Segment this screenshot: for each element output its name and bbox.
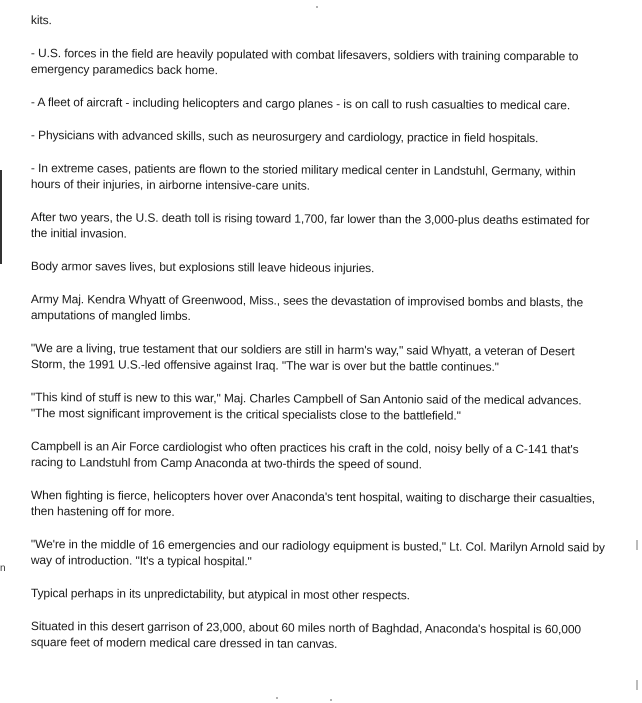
paragraph: - U.S. forces in the field are heavily populated with combat lifesavers, soldiers with training comparable to emergency paramedics back home. <box>30 45 579 78</box>
paragraph: Army Maj. Kendra Whyatt of Greenwood, Miss., sees the devastation of improvised bombs and blasts, the amputations of mangled limbs. <box>30 291 584 323</box>
paragraph: kits. <box>30 12 52 28</box>
scan-edge-tick <box>636 680 638 690</box>
paragraph: When fighting is fierce, helicopters hover over Anaconda's tent hospital, waiting to discharge their casualties, then hastening off for more. <box>30 487 596 519</box>
scan-speck <box>276 697 278 699</box>
scan-edge-tick <box>636 540 638 550</box>
paragraph: After two years, the U.S. death toll is rising toward 1,700, far lower than the 3,000-plus deaths estimated for the initial invasion. <box>30 209 590 241</box>
paragraph: - A fleet of aircraft - including helicopters and cargo planes - is on call to rush casualties to medical care. <box>30 94 571 113</box>
paragraph: "This kind of stuff is new to this war," Maj. Charles Campbell of San Antonio said of the medical advances. "The most significant improvement is the critical specialists close to the battlefield." <box>30 389 582 423</box>
paragraph: Campbell is an Air Force cardiologist who often practices his craft in the cold, noisy belly of a C-141 that's racing to Landstuhl from Camp Anaconda at two-thirds the speed of sound. <box>30 438 579 472</box>
paragraph: "We are a living, true testament that our soldiers are still in harm's way," said Whyatt, a veteran of Desert Storm, the 1991 U.S.-led offensive against Iraq. "The war is over but the battle continues." <box>30 340 575 374</box>
scan-speck <box>330 699 332 701</box>
article-body <box>31 12 606 667</box>
paragraph: Situated in this desert garrison of 23,000, about 60 miles north of Baghdad, Anaconda's hospital is 60,000 square feet of modern medical care dressed in tan canvas. <box>30 619 582 651</box>
scan-edge-mark <box>0 170 2 264</box>
scan-speck <box>316 6 318 8</box>
paragraph: Body armor saves lives, but explosions still leave hideous injuries. <box>30 259 375 276</box>
paragraph: - Physicians with advanced skills, such as neurosurgery and cardiology, practice in field hospitals. <box>30 127 539 146</box>
paragraph: Typical perhaps in its unpredictability, but atypical in most other respects. <box>30 586 410 603</box>
paragraph: "We're in the middle of 16 emergencies and our radiology equipment is busted," Lt. Col. Marilyn Arnold said by way of introduction. "It's a typical hospital." <box>30 537 605 569</box>
paragraph: - In extreme cases, patients are flown to the storied military medical center in Landstuhl, Germany, within hours of their injuries, in airborne intensive-care units. <box>30 160 576 193</box>
edge-text-fragment: n <box>0 563 6 574</box>
